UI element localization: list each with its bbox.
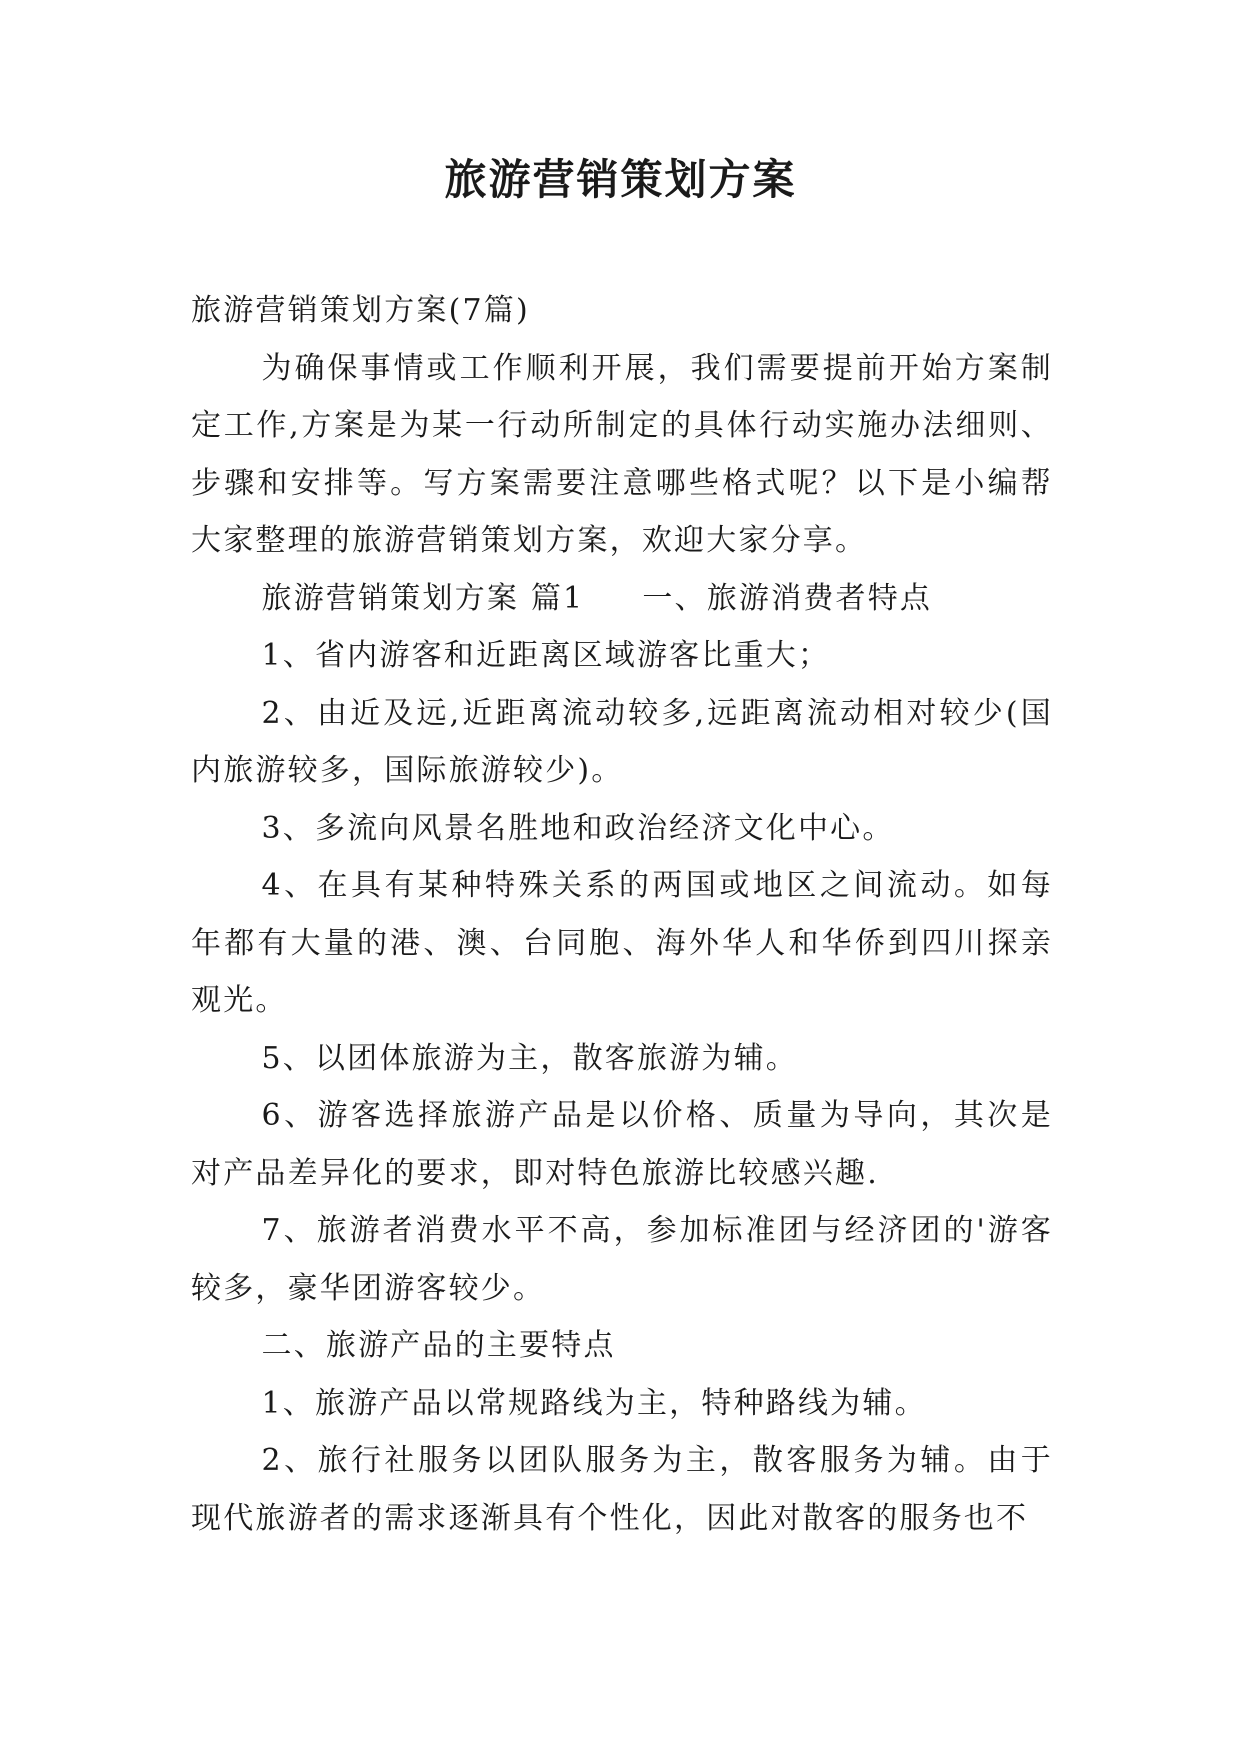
list-item: 2、旅行社服务以团队服务为主，散客服务为辅。由于现代旅游者的需求逐渐具有个性化，因此对散客的服务也不	[191, 1443, 1053, 1536]
section-heading: 一、旅游消费者特点	[642, 580, 933, 616]
intro-paragraph: 为确保事情或工作顺利开展，我们需要提前开始方案制定工作,方案是为某一行动所制定的具体行动实施办法细则、步骤和安排等。写方案需要注意哪些格式呢？以下是小编帮大家整理的旅游营销策划方案，欢迎大家分享。	[191, 350, 1053, 558]
list-item: 1、旅游产品以常规路线为主，特种路线为辅。	[261, 1385, 927, 1421]
section-heading-2: 二、旅游产品的主要特点	[261, 1328, 616, 1363]
list-item: 1、省内游客和近距离区域游客比重大；	[261, 638, 831, 673]
document-title: 旅游营销策划方案	[444, 155, 797, 204]
list-item: 3、多流向风景名胜地和政治经济文化中心。	[261, 810, 895, 846]
document-subtitle: 旅游营销策划方案(7篇)	[191, 293, 530, 328]
list-item: 6、游客选择旅游产品是以价格、质量为导向，其次是对产品差异化的要求，即对特色旅游比较感兴趣.	[191, 1098, 1053, 1191]
section-line	[191, 570, 1053, 628]
list-item: 4、在具有某种特殊关系的两国或地区之间流动。如每年都有大量的港、澳、台同胞、海外华人和华侨到四川探亲观光。	[191, 868, 1053, 1018]
document-body	[191, 282, 1053, 1547]
list-item: 7、旅游者消费水平不高，参加标准团与经济团的'游客较多，豪华团游客较少。	[191, 1213, 1053, 1306]
part-label: 旅游营销策划方案 篇1	[261, 580, 585, 616]
list-item: 5、以团体旅游为主，散客旅游为辅。	[261, 1040, 798, 1076]
list-item: 2、由近及远,近距离流动较多,远距离流动相对较少(国内旅游较多，国际旅游较少)。	[191, 695, 1054, 788]
